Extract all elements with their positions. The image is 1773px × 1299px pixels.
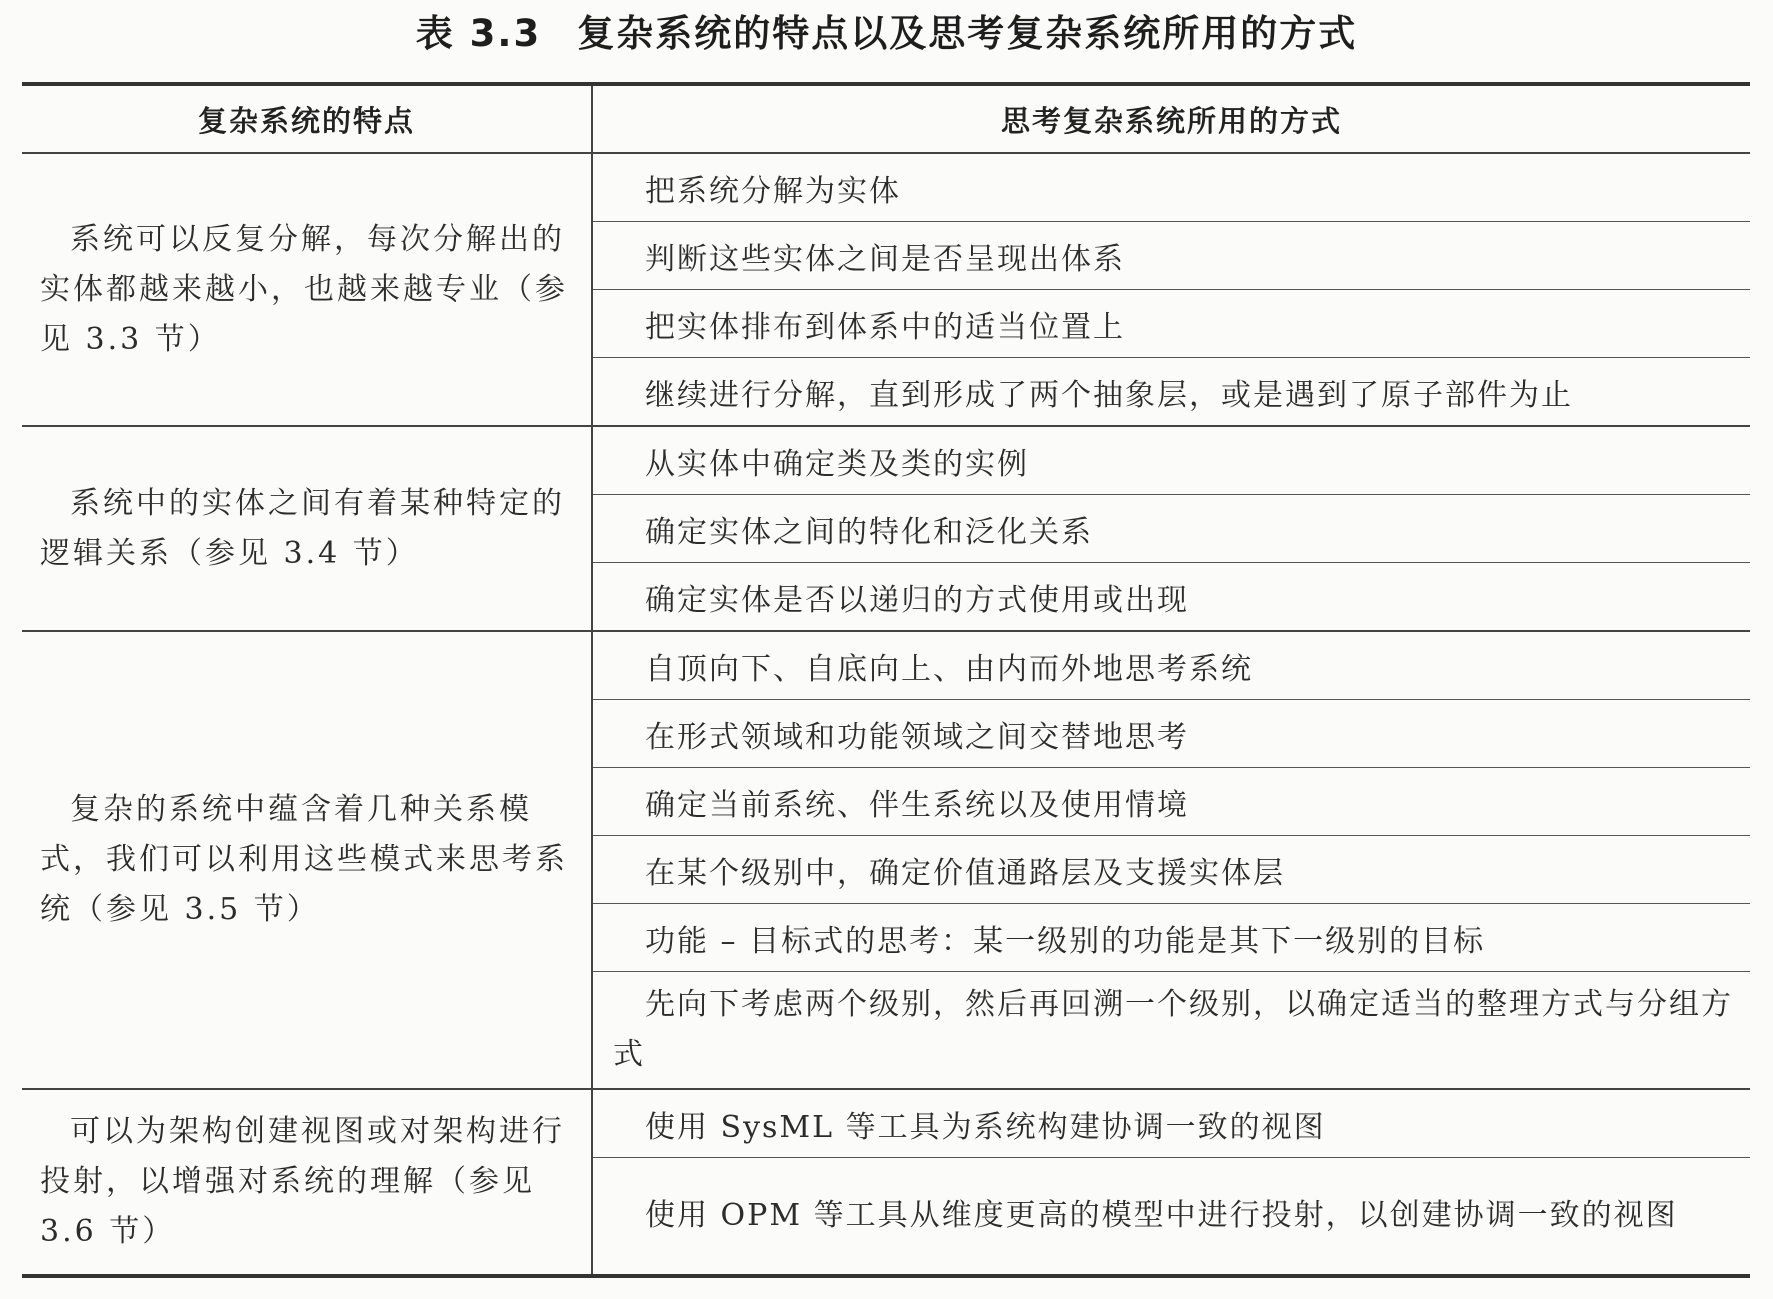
table-container	[22, 82, 1750, 1278]
characteristics-table	[22, 82, 1750, 1278]
way-cell: 确定实体之间的特化和泛化关系	[592, 495, 1750, 563]
way-cell: 使用 SysML 等工具为系统构建协调一致的视图	[592, 1089, 1750, 1158]
table-row	[22, 426, 1750, 495]
table-row	[22, 631, 1750, 700]
way-cell: 在某个级别中，确定价值通路层及支援实体层	[592, 836, 1750, 904]
way-cell: 确定实体是否以递归的方式使用或出现	[592, 563, 1750, 632]
characteristic-cell: 系统可以反复分解，每次分解出的实体都越来越小，也越来越专业（参见 3.3 节）	[22, 153, 592, 426]
table-title: 复杂系统的特点以及思考复杂系统所用的方式	[577, 12, 1358, 55]
table-number: 表 3.3	[415, 12, 542, 55]
table-row	[22, 1089, 1750, 1158]
characteristic-cell: 复杂的系统中蕴含着几种关系模式，我们可以利用这些模式来思考系统（参见 3.5 节）	[22, 631, 592, 1089]
way-cell: 在形式领域和功能领域之间交替地思考	[592, 700, 1750, 768]
table-caption	[0, 10, 1773, 58]
characteristic-cell: 可以为架构创建视图或对架构进行投射，以增强对系统的理解（参见 3.6 节）	[22, 1089, 592, 1276]
way-cell: 先向下考虑两个级别，然后再回溯一个级别，以确定适当的整理方式与分组方式	[592, 972, 1750, 1090]
way-cell: 功能 – 目标式的思考：某一级别的功能是其下一级别的目标	[592, 904, 1750, 972]
column-header-ways: 思考复杂系统所用的方式	[592, 84, 1750, 153]
column-header-characteristics: 复杂系统的特点	[22, 84, 592, 153]
way-cell: 判断这些实体之间是否呈现出体系	[592, 222, 1750, 290]
way-cell: 继续进行分解，直到形成了两个抽象层，或是遇到了原子部件为止	[592, 358, 1750, 427]
header-row	[22, 84, 1750, 153]
table-row	[22, 153, 1750, 222]
way-cell: 把实体排布到体系中的适当位置上	[592, 290, 1750, 358]
way-cell: 使用 OPM 等工具从维度更高的模型中进行投射，以创建协调一致的视图	[645, 1198, 1678, 1233]
way-cell: 从实体中确定类及类的实例	[592, 426, 1750, 495]
way-cell: 自顶向下、自底向上、由内而外地思考系统	[592, 631, 1750, 700]
characteristic-cell: 系统中的实体之间有着某种特定的逻辑关系（参见 3.4 节）	[22, 426, 592, 631]
way-cell: 确定当前系统、伴生系统以及使用情境	[592, 768, 1750, 836]
way-cell: 把系统分解为实体	[592, 153, 1750, 222]
